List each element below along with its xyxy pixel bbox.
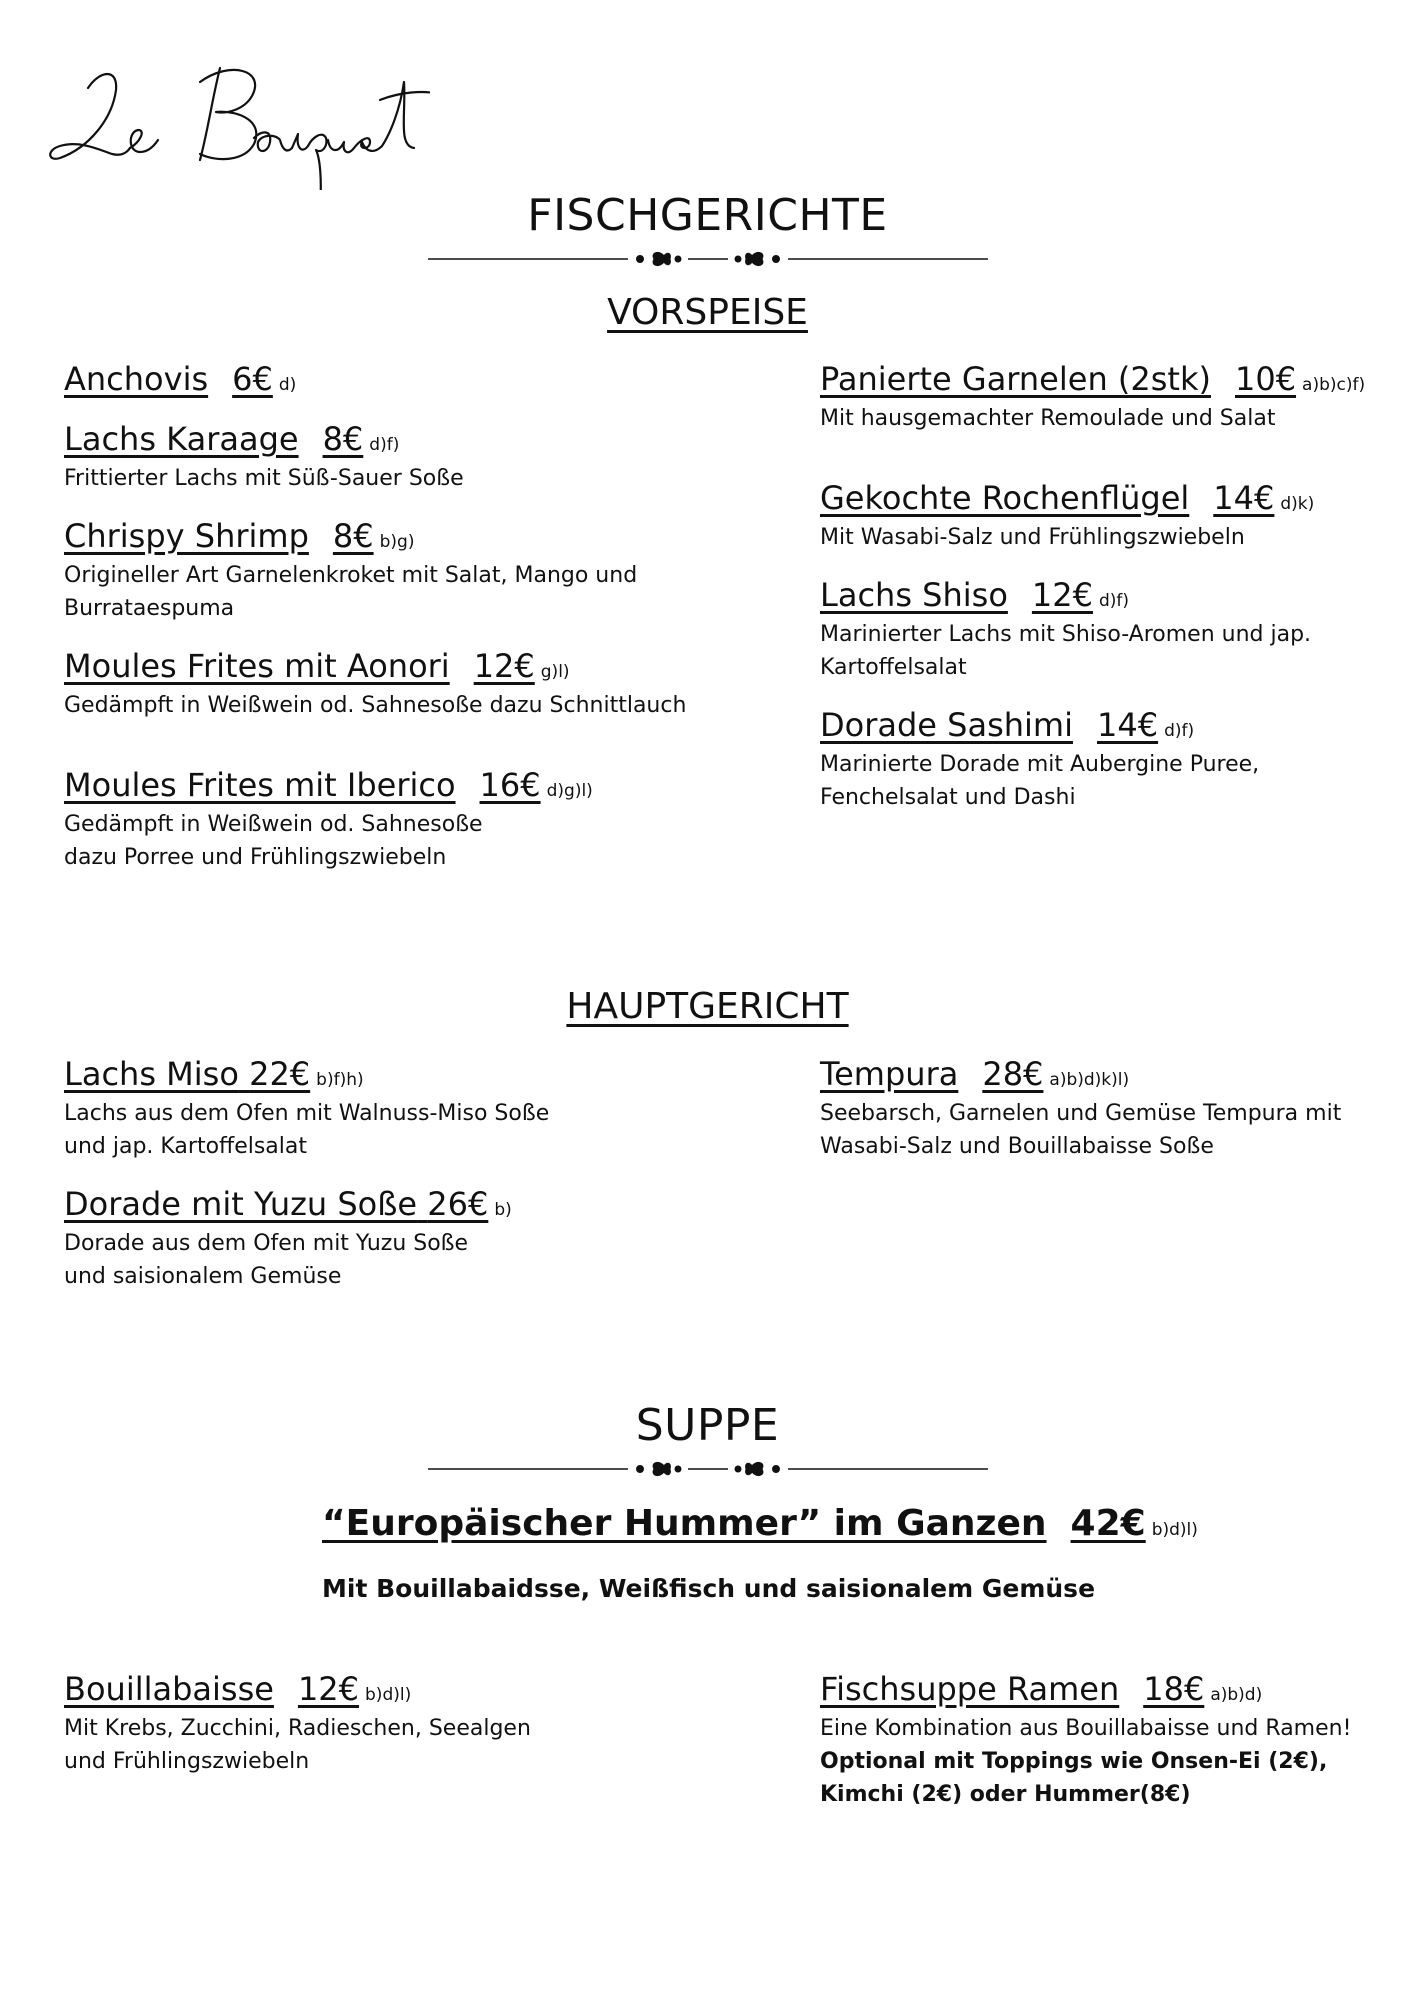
item-description: Mit Krebs, Zucchini, Radieschen, Seealgen und Frühlingszwiebeln — [64, 1716, 531, 1774]
menu-item — [820, 1055, 1400, 1163]
item-name: Bouillabaisse 12€ — [64, 1670, 360, 1708]
suppe-left-column — [64, 1670, 764, 1800]
allergen-codes: g)l) — [540, 662, 570, 682]
item-description: Seebarsch, Garnelen und Gemüse Tempura mit Wasabi-Salz und Bouillabaisse Soße — [820, 1101, 1342, 1159]
menu-item — [820, 360, 1400, 435]
menu-item — [64, 1055, 764, 1163]
divider-ornament — [428, 244, 988, 274]
item-description: Marinierter Lachs mit Shiso-Aromen und jap. Kartoffelsalat — [820, 622, 1312, 680]
item-description: Dorade aus dem Ofen mit Yuzu Soße und saisionalem Gemüse — [64, 1231, 469, 1289]
allergen-codes: b)f)h) — [316, 1070, 364, 1090]
item-description: Gedämpft in Weißwein od. Sahnesoße dazu Porree und Frühlingszwiebeln — [64, 812, 483, 870]
item-name: Lachs Shiso 12€ — [820, 576, 1093, 614]
suppe-title: SUPPE — [635, 1400, 780, 1451]
item-name: Chrispy Shrimp 8€ — [64, 517, 374, 555]
item-description: Lachs aus dem Ofen mit Walnuss-Miso Soße und jap. Kartoffelsalat — [64, 1101, 550, 1159]
menu-item — [64, 1185, 764, 1293]
allergen-codes: b)g) — [379, 532, 415, 552]
item-name: Moules Frites mit Iberico 16€ — [64, 766, 541, 804]
item-name: Panierte Garnelen (2stk) 10€ — [820, 360, 1297, 398]
hauptgericht-title: HAUPTGERICHT — [566, 986, 849, 1027]
fischgerichte-title: FISCHGERICHTE — [527, 190, 888, 241]
item-name: Anchovis 6€ — [64, 360, 273, 398]
allergen-codes: d)f) — [1164, 721, 1195, 741]
allergen-codes: d) — [278, 375, 297, 395]
item-name: Dorade Sashimi 14€ — [820, 706, 1159, 744]
menu-item — [820, 706, 1400, 814]
suppe-right-column — [820, 1670, 1400, 1833]
item-name: Moules Frites mit Aonori 12€ — [64, 647, 535, 685]
item-name: Fischsuppe Ramen 18€ — [820, 1670, 1205, 1708]
item-name: Lachs Miso 22€ — [64, 1055, 311, 1093]
item-description: Origineller Art Garnelenkroket mit Salat, Mango und Burrataespuma — [64, 563, 638, 621]
allergen-codes: d)f) — [369, 435, 400, 455]
allergen-codes: a)b)d)k)l) — [1049, 1070, 1130, 1090]
menu-item — [820, 479, 1400, 554]
vorspeise-left-column — [64, 360, 764, 896]
allergen-codes: a)b)d) — [1210, 1685, 1263, 1705]
menu-item — [820, 1670, 1400, 1811]
allergen-codes: b)d)l) — [365, 1685, 412, 1705]
item-name: Dorade mit Yuzu Soße 26€ — [64, 1185, 489, 1223]
menu-item — [64, 517, 764, 625]
allergen-codes: d)g)l) — [546, 781, 593, 801]
item-description: Marinierte Dorade mit Aubergine Puree, Fenchelsalat und Dashi — [820, 752, 1260, 810]
item-name: Lachs Karaage 8€ — [64, 420, 364, 458]
allergen-codes: b) — [494, 1200, 512, 1220]
item-description: Mit hausgemachter Remoulade und Salat — [820, 406, 1276, 431]
menu-item — [64, 420, 764, 495]
allergen-codes: a)b)c)f) — [1302, 375, 1366, 395]
allergen-codes: d)f) — [1098, 591, 1130, 611]
vorspeise-right-column — [820, 360, 1400, 836]
item-name: Tempura 28€ — [820, 1055, 1044, 1093]
item-name: “Europäischer Hummer” im Ganzen 42€ — [322, 1503, 1146, 1544]
allergen-codes: d)k) — [1280, 494, 1315, 514]
vorspeise-title: VORSPEISE — [607, 292, 808, 333]
divider-ornament — [428, 1454, 988, 1484]
menu-item — [64, 360, 764, 398]
item-description: Mit Bouillabaidsse, Weißfisch und saisionalem Gemüse — [322, 1574, 1096, 1603]
hauptgericht-right-column — [820, 1055, 1400, 1185]
menu-item — [64, 647, 764, 722]
item-description: Frittierter Lachs mit Süß-Sauer Soße — [64, 466, 464, 491]
hauptgericht-left-column — [64, 1055, 764, 1315]
menu-item — [64, 766, 764, 874]
item-description: Mit Wasabi-Salz und Frühlingszwiebeln — [820, 525, 1245, 550]
item-description: Gedämpft in Weißwein od. Sahnesoße dazu Schnittlauch — [64, 693, 687, 718]
menu-item — [820, 576, 1400, 684]
menu-item — [64, 1670, 764, 1778]
featured-lobster-item — [322, 1503, 1222, 1605]
item-name: Gekochte Rochenflügel 14€ — [820, 479, 1275, 517]
allergen-codes: b)d)l) — [1151, 1520, 1198, 1540]
le-bouquet-logo — [40, 30, 430, 190]
item-description: Eine Kombination aus Bouillabaisse und Ramen! Optional mit Toppings wie Onsen-Ei (2€), Kimchi (2€) oder Hummer(8€) — [820, 1716, 1352, 1807]
